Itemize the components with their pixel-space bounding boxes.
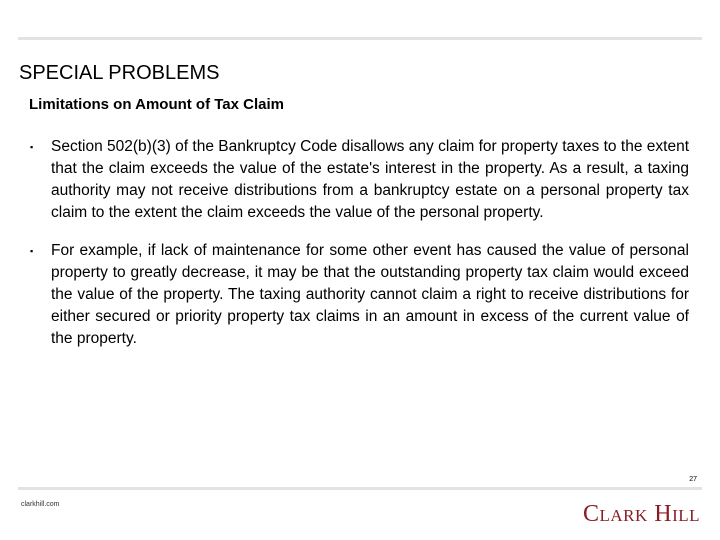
bullet-square-icon: ▪ [30,246,34,256]
top-divider [18,37,702,40]
clark-hill-logo: Clark Hill [582,501,700,527]
bullet-list [29,136,689,366]
bullet-item [29,240,689,350]
bullet-square-icon: ▪ [30,142,34,152]
bottom-divider [18,487,702,490]
slide-title: SPECIAL PROBLEMS [19,62,220,84]
bullet-item [29,136,689,224]
page-number: 27 [689,476,697,483]
footer-url: clarkhill.com [21,501,60,508]
bullet-text: Section 502(b)(3) of the Bankruptcy Code disallows any claim for property taxes to the extent that the claim exceeds the value of the estate's interest in the property. As a result, a taxing authority may not receive distributions from a bankruptcy estate on a personal property tax claim to the extent the claim exceeds the value of the personal property. [51,138,689,221]
bullet-text: For example, if lack of maintenance for some other event has caused the value of personal property to greatly decrease, it may be that the outstanding property tax claim would exceed the value of the property. The taxing authority cannot claim a right to receive distributions for either secured or priority property tax claims in an amount in excess of the current value of the property. [51,242,689,347]
slide-subtitle: Limitations on Amount of Tax Claim [29,96,284,113]
